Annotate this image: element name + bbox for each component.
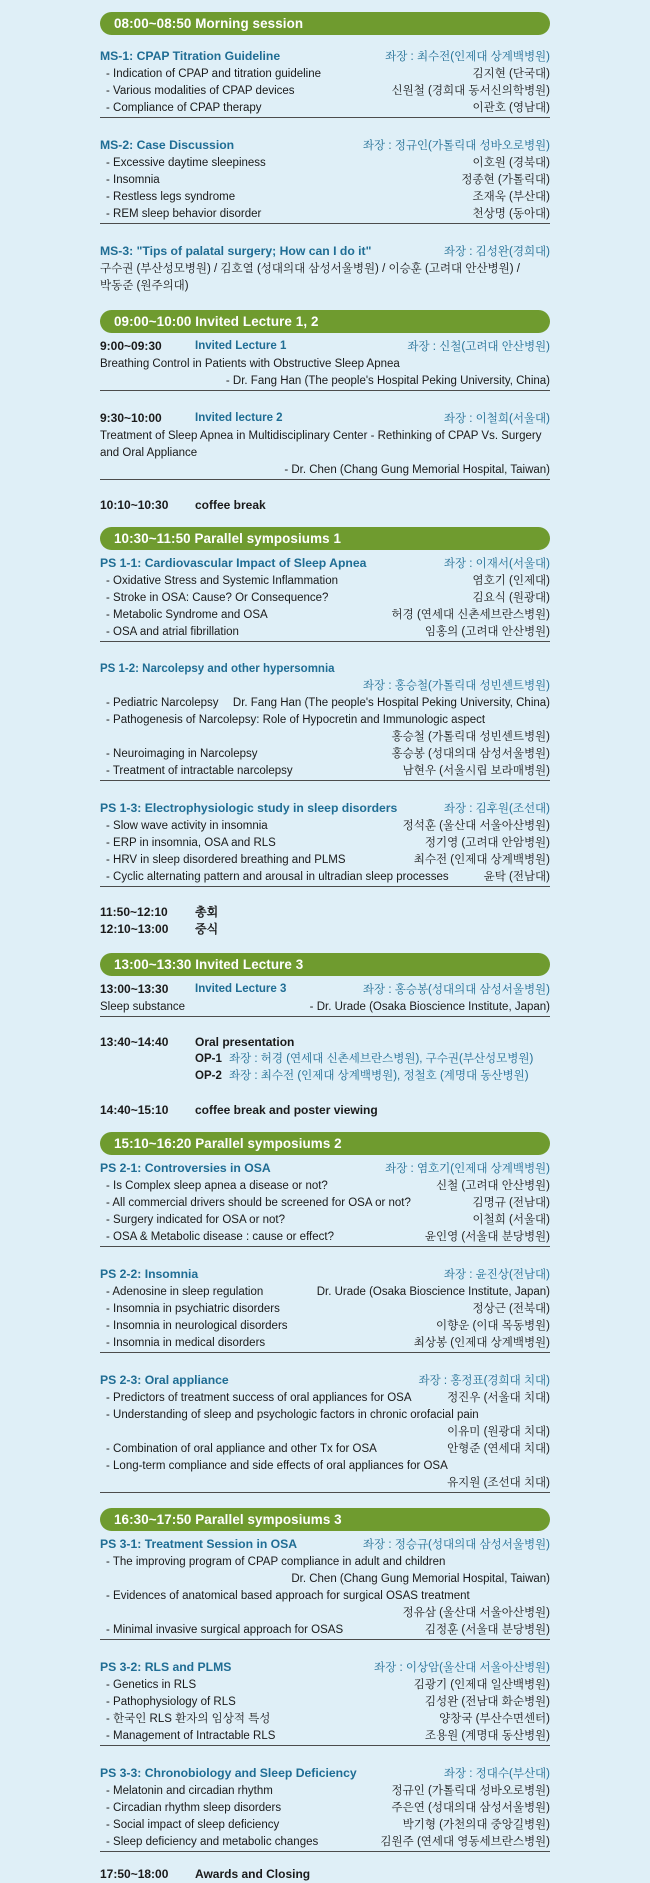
oral-presentation bbox=[100, 1034, 550, 1051]
talk-title: - Restless legs syndrome bbox=[106, 191, 236, 203]
ps2-2-block bbox=[100, 1266, 550, 1353]
session-title: PS 3-1: Treatment Session in OSA bbox=[100, 1537, 298, 1551]
speaker: 임홍의 (고려대 안산병원) bbox=[424, 626, 550, 638]
session-title: PS 3-2: RLS and PLMS bbox=[100, 1660, 232, 1674]
talk-title: - REM sleep behavior disorder bbox=[106, 208, 262, 220]
speaker: 신원철 (경희대 동서신의학병원) bbox=[391, 85, 550, 97]
talk-title: - Adenosine in sleep regulation bbox=[106, 1286, 264, 1298]
speaker: 최상봉 (인제대 상계백병원) bbox=[413, 1337, 550, 1349]
ps3-2-block bbox=[100, 1659, 550, 1746]
lecture-1 bbox=[100, 338, 550, 391]
speaker: 김명규 (전남대) bbox=[472, 1197, 550, 1209]
session-title: MS-3: "Tips of palatal surgery; How can I do it" bbox=[100, 244, 372, 258]
chair-label: 좌장 : 이철희(서울대) bbox=[443, 413, 550, 425]
talk-title: - Treatment of intractable narcolepsy bbox=[106, 765, 293, 777]
chair-label: 좌장 : 최수전 (인제대 상계백병원), 정철호 (계명대 동산병원) bbox=[229, 1070, 529, 1082]
talk-title: - Insomnia in medical disorders bbox=[106, 1337, 266, 1349]
talk-title: - Pathogenesis of Narcolepsy: Role of Hypocretin and Immunologic aspect bbox=[106, 714, 486, 726]
chair-label: 좌장 : 정승규(성대의대 삼성서울병원) bbox=[362, 1539, 550, 1551]
lecture-title: Invited Lecture 1 bbox=[195, 340, 287, 352]
time-label: 11:50~12:10 bbox=[100, 905, 168, 919]
speaker: - Dr. Chen (Chang Gung Memorial Hospital, Taiwan) bbox=[100, 462, 550, 480]
time-label: 9:00~09:30 bbox=[100, 339, 162, 353]
talk-title: - 한국인 RLS 환자의 임상적 특성 bbox=[106, 1713, 271, 1725]
session-bar-parallel-1: 10:30~11:50 Parallel symposiums 1 bbox=[100, 527, 550, 550]
lecture-3 bbox=[100, 981, 550, 1017]
time-label: 10:10~10:30 bbox=[100, 498, 169, 512]
speaker: 정석훈 (울산대 서울아산병원) bbox=[402, 820, 550, 832]
time-label: 9:30~10:00 bbox=[100, 411, 162, 425]
talk-title: - Slow wave activity in insomnia bbox=[106, 820, 268, 832]
ps1-2-block bbox=[100, 661, 550, 781]
lecture-topic: Breathing Control in Patients with Obstructive Sleep Apnea bbox=[100, 358, 400, 370]
speaker: 홍승철 (가톨릭대 성빈센트병원) bbox=[391, 731, 550, 743]
speaker: 유지원 (조선대 치대) bbox=[100, 1475, 550, 1493]
talk-title: - Social impact of sleep deficiency bbox=[106, 1819, 280, 1831]
speaker: 정기영 (고려대 안암병원) bbox=[424, 837, 550, 849]
talk-title: - Excessive daytime sleepiness bbox=[106, 157, 266, 169]
break-label: coffee break bbox=[195, 498, 266, 512]
speaker: 천상명 (동아대) bbox=[472, 208, 550, 220]
lecture-2 bbox=[100, 410, 550, 480]
closing-label: Awards and Closing bbox=[195, 1867, 311, 1881]
speaker: 이철희 (서울대) bbox=[472, 1214, 550, 1226]
speaker: 양창국 (부산수면센터) bbox=[439, 1713, 550, 1725]
session-title: PS 2-3: Oral appliance bbox=[100, 1373, 229, 1387]
speaker: Dr. Chen (Chang Gung Memorial Hospital, Taiwan) bbox=[291, 1573, 550, 1585]
speaker: - Dr. Urade (Osaka Bioscience Institute, Japan) bbox=[309, 1001, 550, 1013]
ps2-1-block bbox=[100, 1160, 550, 1247]
talk-title: - Insomnia in psychiatric disorders bbox=[106, 1303, 280, 1315]
speaker: 남현우 (서울시립 보라매병원) bbox=[402, 765, 550, 777]
ms2-block bbox=[100, 137, 550, 224]
speaker: 이향운 (이대 목동병원) bbox=[435, 1320, 550, 1332]
speaker: Dr. Urade (Osaka Bioscience Institute, Japan) bbox=[316, 1286, 550, 1298]
speaker: 조재욱 (부산대) bbox=[472, 191, 550, 203]
speaker: 이유미 (원광대 치대) bbox=[447, 1426, 550, 1438]
talk-title: - The improving program of CPAP compliance in adult and children bbox=[106, 1556, 446, 1568]
chair-label: 좌장 : 염호기(인제대 상계백병원) bbox=[385, 1163, 550, 1175]
speaker: 김성완 (전남대 화순병원) bbox=[424, 1696, 550, 1708]
lecture-topic: and Oral Appliance bbox=[100, 447, 198, 459]
session-title: PS 2-1: Controversies in OSA bbox=[100, 1161, 271, 1175]
lecture-title: Invited lecture 2 bbox=[195, 412, 283, 424]
lecture-topic: Sleep substance bbox=[100, 1001, 186, 1013]
closing bbox=[100, 1866, 550, 1883]
chair-label: 좌장 : 김성완(경희대) bbox=[443, 246, 550, 258]
time-label: 12:10~13:00 bbox=[100, 922, 169, 936]
speaker: 박기형 (가천의대 중앙길병원) bbox=[402, 1819, 550, 1831]
op-code: OP-2 bbox=[195, 1070, 222, 1082]
op-code: OP-1 bbox=[195, 1053, 222, 1065]
talk-title: - Circadian rhythm sleep disorders bbox=[106, 1802, 282, 1814]
lunch bbox=[100, 921, 550, 938]
speaker: 이관호 (영남대) bbox=[472, 102, 550, 114]
ps1-3-block bbox=[100, 800, 550, 887]
speaker: 김광기 (인제대 일산백병원) bbox=[413, 1679, 550, 1691]
talk-title: - Understanding of sleep and psychologic factors in chronic orofacial pain bbox=[106, 1409, 479, 1421]
ms3-block bbox=[100, 243, 550, 295]
poster-viewing bbox=[100, 1102, 550, 1119]
session-title: PS 1-1: Cardiovascular Impact of Sleep Apnea bbox=[100, 556, 367, 570]
speaker: 조용원 (계명대 동산병원) bbox=[424, 1730, 550, 1742]
talk-title: - Stroke in OSA: Cause? Or Consequence? bbox=[106, 592, 329, 604]
session-title: PS 3-3: Chronobiology and Sleep Deficiency bbox=[100, 1766, 357, 1780]
talk-title: - ERP in insomnia, OSA and RLS bbox=[106, 837, 276, 849]
session-bar-invited-1-2: 09:00~10:00 Invited Lecture 1, 2 bbox=[100, 310, 550, 333]
chair-label: 좌장 : 허경 (연세대 신촌세브란스병원), 구수권(부산성모병원) bbox=[229, 1053, 534, 1065]
speaker: - Dr. Fang Han (The people's Hospital Peking University, China) bbox=[100, 373, 550, 391]
speaker: 윤인영 (서울대 분당병원) bbox=[424, 1231, 550, 1243]
talk-title: - Cyclic alternating pattern and arousal in ultradian sleep processes bbox=[106, 871, 449, 883]
chair-label: 좌장 : 이재서(서울대) bbox=[443, 558, 550, 570]
speaker: 염호기 (인제대) bbox=[472, 575, 550, 587]
op1-row bbox=[100, 1051, 550, 1068]
speaker: 김정훈 (서울대 분당병원) bbox=[424, 1624, 550, 1636]
panel-speakers: 박동준 (원주의대) bbox=[100, 280, 189, 292]
talk-title: - Melatonin and circadian rhythm bbox=[106, 1785, 273, 1797]
talk-title: - OSA & Metabolic disease : cause or effect? bbox=[106, 1231, 334, 1243]
chair-label: 좌장 : 최수전(인제대 상계백병원) bbox=[385, 51, 550, 63]
chair-label: 좌장 : 신철(고려대 안산병원) bbox=[407, 341, 550, 353]
session-title: PS 1-2: Narcolepsy and other hypersomnia bbox=[100, 663, 335, 675]
program-column bbox=[100, 12, 550, 1883]
chair-label: 좌장 : 정대수(부산대) bbox=[443, 1768, 550, 1780]
break-label: coffee break and poster viewing bbox=[195, 1103, 378, 1117]
speaker: 최수전 (인제대 상계백병원) bbox=[413, 854, 550, 866]
coffee-break bbox=[100, 497, 550, 514]
chair-label: 좌장 : 이상암(울산대 서울아산병원) bbox=[374, 1662, 550, 1674]
speaker: 정규인 (가톨릭대 성바오로병원) bbox=[391, 1785, 550, 1797]
talk-title: - Metabolic Syndrome and OSA bbox=[106, 609, 268, 621]
break-label: 중식 bbox=[195, 922, 219, 936]
talk-title: - Combination of oral appliance and other Tx for OSA bbox=[106, 1443, 377, 1455]
speaker: 신철 (고려대 안산병원) bbox=[435, 1180, 550, 1192]
speaker: 주은연 (성대의대 삼성서울병원) bbox=[391, 1802, 550, 1814]
break-label: 총회 bbox=[195, 905, 219, 919]
talk-title: - Pediatric Narcolepsy bbox=[106, 697, 219, 709]
talk-title: - Is Complex sleep apnea a disease or not? bbox=[106, 1180, 328, 1192]
speaker: 안형준 (연세대 치대) bbox=[447, 1443, 550, 1455]
speaker: 김원주 (연세대 영동세브란스병원) bbox=[380, 1836, 550, 1848]
talk-title: - Genetics in RLS bbox=[106, 1679, 197, 1691]
talk-title: - Oxidative Stress and Systemic Inflammation bbox=[106, 575, 338, 587]
talk-title: - Predictors of treatment success of oral appliances for OSA bbox=[106, 1392, 412, 1404]
session-bar-invited-3: 13:00~13:30 Invited Lecture 3 bbox=[100, 953, 550, 976]
speaker: 홍승봉 (성대의대 삼성서울병원) bbox=[391, 748, 550, 760]
speaker: 정유삼 (울산대 서울아산병원) bbox=[402, 1607, 550, 1619]
talk-title: - Management of Intractable RLS bbox=[106, 1730, 276, 1742]
talk-title: - Insomnia bbox=[106, 174, 160, 186]
chair-label: 좌장 : 홍승봉(성대의대 삼성서울병원) bbox=[362, 984, 550, 996]
chair-label: 좌장 : 정규인(가톨릭대 성바오로병원) bbox=[362, 140, 550, 152]
chair-label: 좌장 : 김후원(조선대) bbox=[443, 803, 550, 815]
talk-title: - Minimal invasive surgical approach for OSAS bbox=[106, 1624, 344, 1636]
chair-label: 좌장 : 홍승철(가톨릭대 성빈센트병원) bbox=[362, 680, 550, 692]
talk-title: - All commercial drivers should be screened for OSA or not? bbox=[106, 1197, 411, 1209]
panel-speakers: 구수권 (부산성모병원) / 김호열 (성대의대 삼성서울병원) / 이승훈 (고려대 안산병원) / bbox=[100, 263, 520, 275]
time-label: 13:00~13:30 bbox=[100, 982, 169, 996]
chair-label: 좌장 : 홍정표(경희대 치대) bbox=[418, 1375, 550, 1387]
speaker: 정상근 (전북대) bbox=[472, 1303, 550, 1315]
time-label: 17:50~18:00 bbox=[100, 1867, 169, 1881]
general-meeting bbox=[100, 904, 550, 921]
chair-label: 좌장 : 윤진상(전남대) bbox=[443, 1269, 550, 1281]
session-title: PS 1-3: Electrophysiologic study in sleep disorders bbox=[100, 801, 398, 815]
session-bar-parallel-2: 15:10~16:20 Parallel symposiums 2 bbox=[100, 1132, 550, 1155]
time-label: 14:40~15:10 bbox=[100, 1103, 169, 1117]
session-title: MS-2: Case Discussion bbox=[100, 138, 235, 152]
ps3-3-block bbox=[100, 1765, 550, 1852]
speaker: Dr. Fang Han (The people's Hospital Peking University, China) bbox=[232, 697, 550, 709]
time-label: 13:40~14:40 bbox=[100, 1035, 169, 1049]
speaker: 정종현 (가톨릭대) bbox=[461, 174, 550, 186]
talk-title: - Surgery indicated for OSA or not? bbox=[106, 1214, 285, 1226]
speaker: 김지현 (단국대) bbox=[472, 68, 550, 80]
speaker: 허경 (연세대 신촌세브란스병원) bbox=[391, 609, 550, 621]
session-bar-parallel-3: 16:30~17:50 Parallel symposiums 3 bbox=[100, 1508, 550, 1531]
ps1-1-block bbox=[100, 555, 550, 642]
talk-title: - HRV in sleep disordered breathing and PLMS bbox=[106, 854, 346, 866]
oral-label: Oral presentation bbox=[195, 1035, 295, 1049]
talk-title: - Evidences of anatomical based approach for surgical OSAS treatment bbox=[106, 1590, 470, 1602]
op2-row bbox=[100, 1068, 550, 1085]
talk-title: - Compliance of CPAP therapy bbox=[106, 102, 262, 114]
talk-title: - Indication of CPAP and titration guideline bbox=[106, 68, 322, 80]
ms1-block bbox=[100, 48, 550, 118]
ps3-1-block bbox=[100, 1536, 550, 1640]
talk-title: - OSA and atrial fibrillation bbox=[106, 626, 239, 638]
talk-title: - Sleep deficiency and metabolic changes bbox=[106, 1836, 319, 1848]
speaker: 김요식 (원광대) bbox=[472, 592, 550, 604]
talk-title: - Neuroimaging in Narcolepsy bbox=[106, 748, 258, 760]
speaker: 윤탁 (전남대) bbox=[483, 871, 550, 883]
speaker: 이호원 (경북대) bbox=[472, 157, 550, 169]
session-bar-morning: 08:00~08:50 Morning session bbox=[100, 12, 550, 35]
speaker: 정진우 (서울대 치대) bbox=[447, 1392, 550, 1404]
ps2-3-block bbox=[100, 1372, 550, 1493]
talk-title: - Long-term compliance and side effects of oral appliances for OSA bbox=[106, 1460, 448, 1472]
lecture-title: Invited Lecture 3 bbox=[195, 983, 287, 995]
talk-title: - Insomnia in neurological disorders bbox=[106, 1320, 288, 1332]
lecture-topic: Treatment of Sleep Apnea in Multidisciplinary Center - Rethinking of CPAP Vs. Surgery bbox=[100, 430, 542, 442]
talk-title: - Pathophysiology of RLS bbox=[106, 1696, 236, 1708]
talk-title: - Various modalities of CPAP devices bbox=[106, 85, 295, 97]
session-title: PS 2-2: Insomnia bbox=[100, 1267, 199, 1281]
session-title: MS-1: CPAP Titration Guideline bbox=[100, 49, 281, 63]
